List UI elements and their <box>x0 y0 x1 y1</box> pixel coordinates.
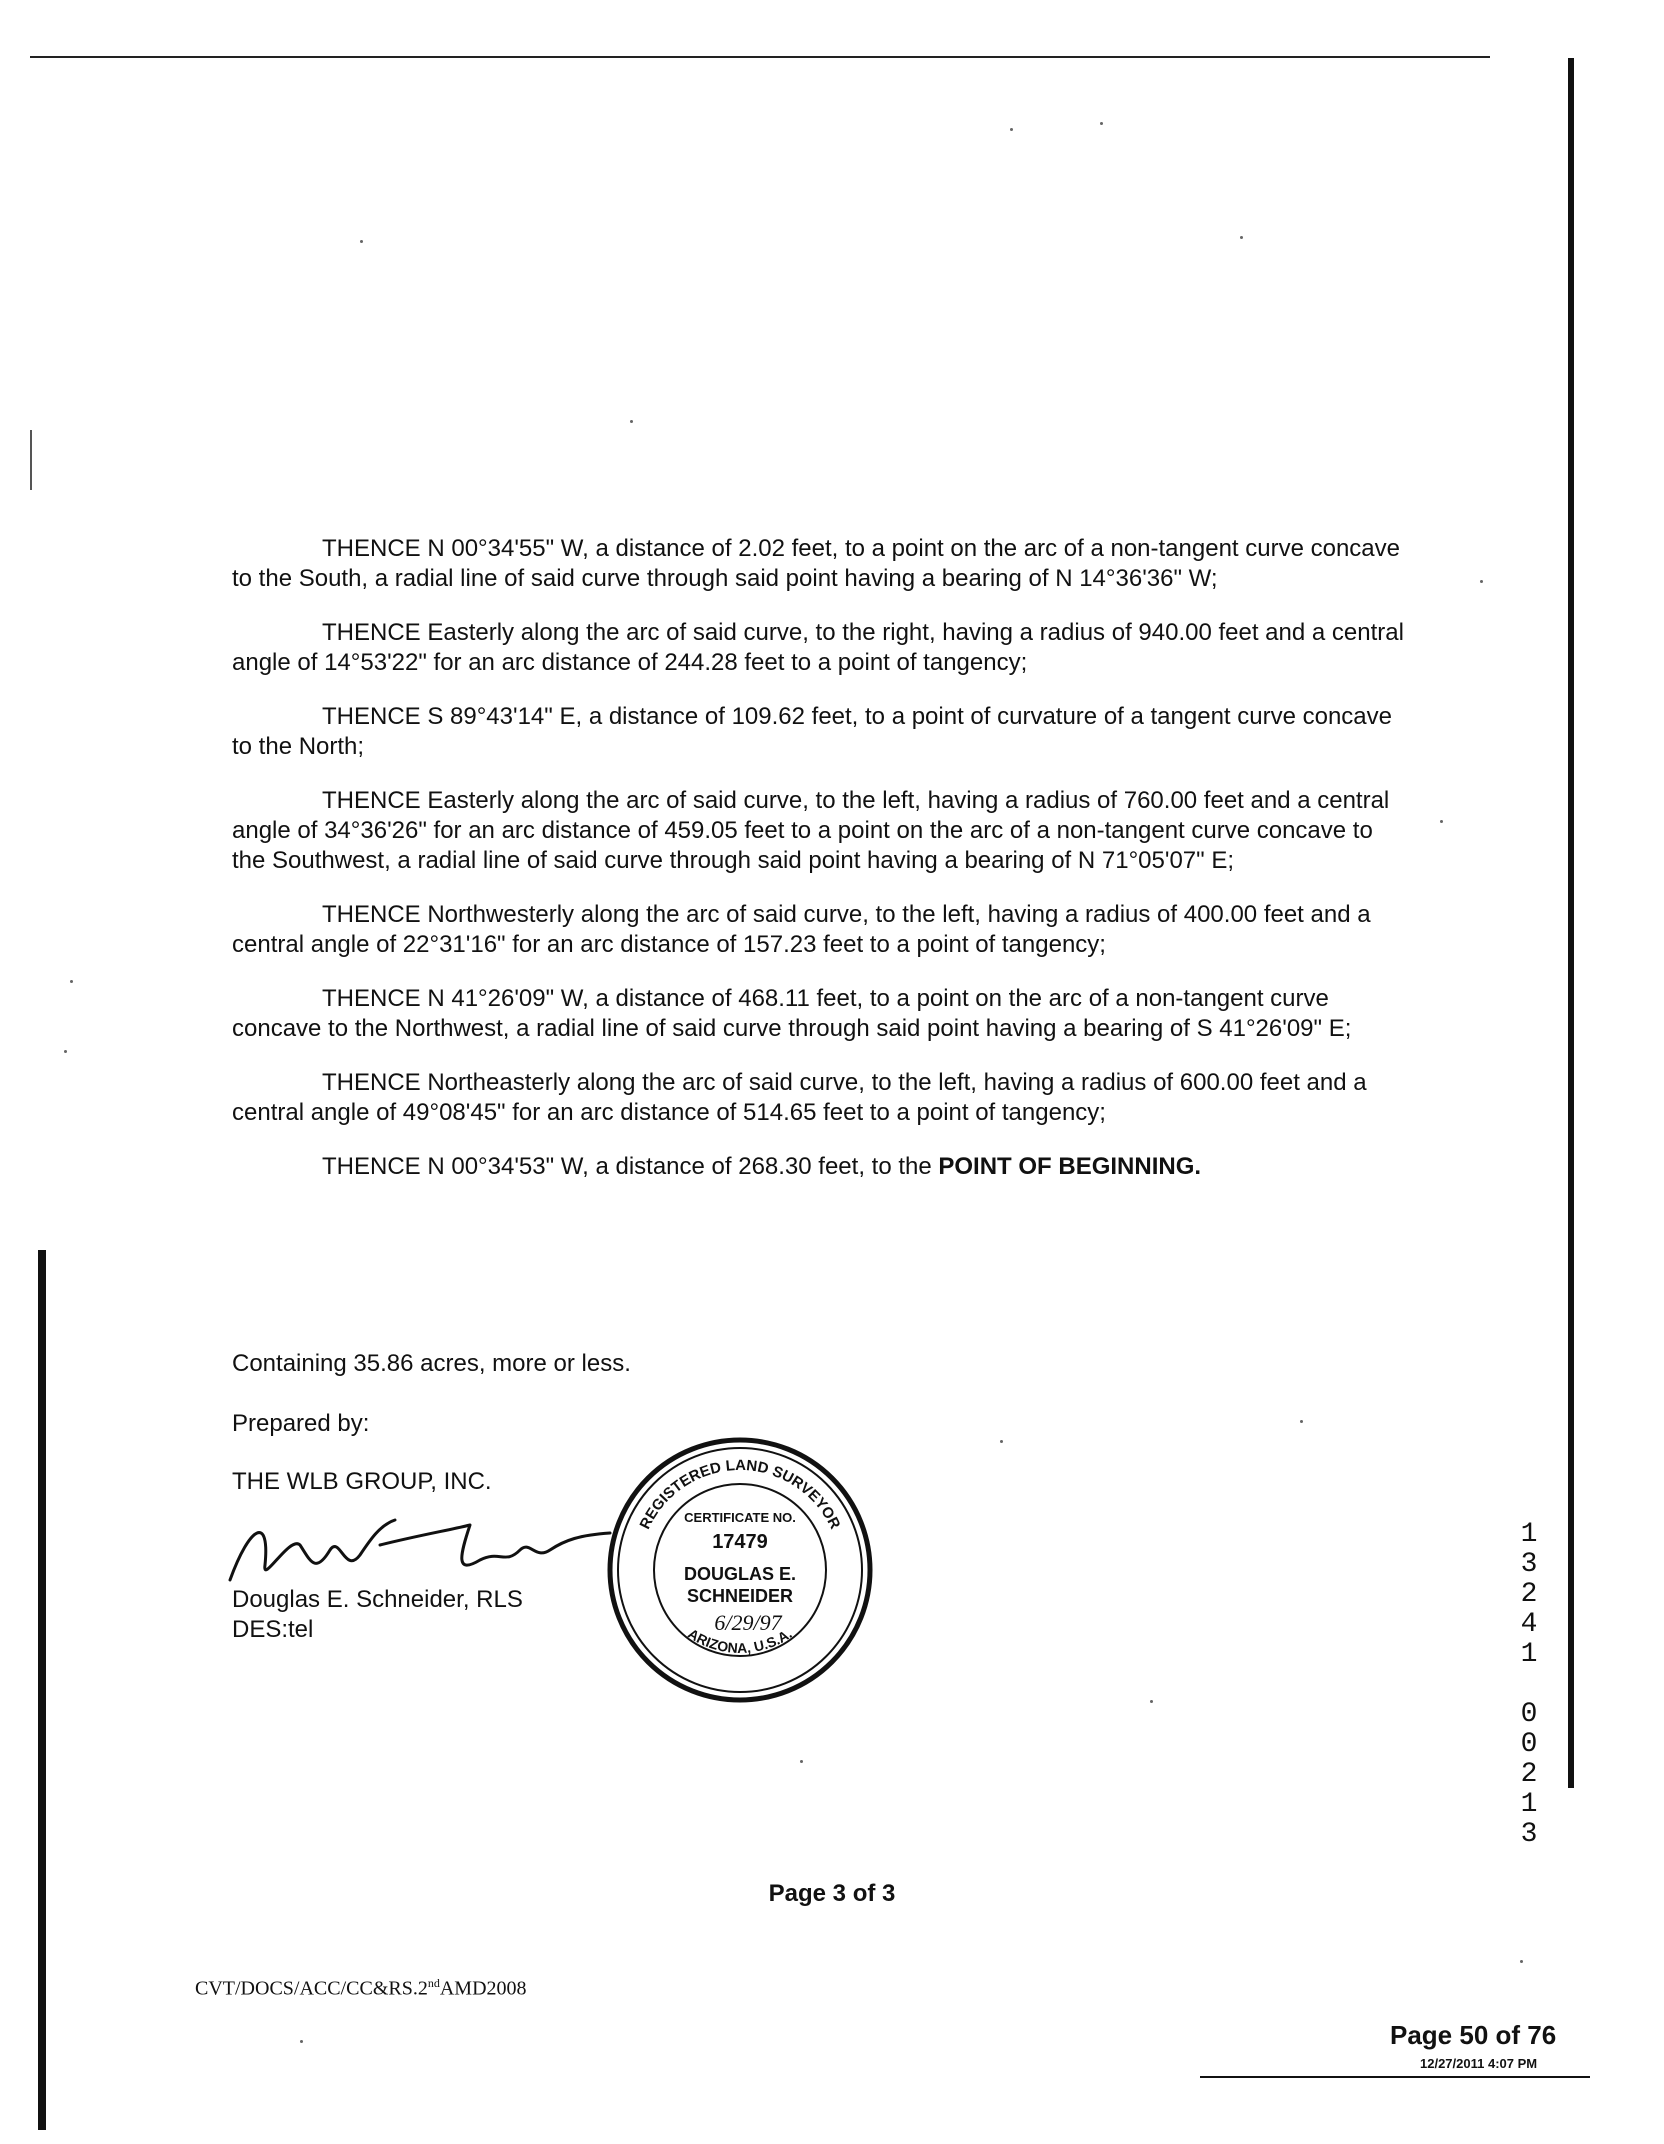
scan-speck <box>360 240 363 243</box>
course-paragraph: THENCE Easterly along the arc of said curve, to the left, having a radius of 760.00 feet and a central angle of 34°36'26" for an arc distance of 459.05 feet to a point on the arc of a non-tangent curve concave to the Southwest, a radial line of said curve through said point having a bearing of N 71°05'07" E; <box>232 787 1390 874</box>
recording-number <box>1514 1520 1544 1850</box>
legal-description <box>232 534 1407 1206</box>
scan-speck <box>1000 1440 1003 1443</box>
left-edge-bar <box>38 1250 46 2130</box>
recording-number-char: 1 <box>1520 1519 1538 1550</box>
scan-speck <box>1150 1700 1153 1703</box>
scan-speck <box>1480 580 1483 583</box>
course-paragraph: THENCE N 00°34'55" W, a distance of 2.02 feet, to a point on the arc of a non-tangent curve concave to the South, a radial line of said curve through said point having a bearing of N 14°36'36" W; <box>232 535 1400 592</box>
left-margin-mark <box>30 430 32 490</box>
seal-name-line2: SCHNEIDER <box>686 1586 794 1606</box>
acreage-statement: Containing 35.86 acres, more or less. <box>232 1350 631 1377</box>
course-paragraph: THENCE Easterly along the arc of said curve, to the right, having a radius of 940.00 feet and a central angle of 14°53'22" for an arc distance of 244.28 feet to a point of tangency; <box>232 619 1404 676</box>
course-paragraph: THENCE N 41°26'09" W, a distance of 468.11 feet, to a point on the arc of a non-tangent curve concave to the Northwest, a radial line of said curve through said point having a bearing of S 41°26'09" E; <box>232 985 1352 1042</box>
final-course-text: THENCE N 00°34'53" W, a distance of 268.30 feet, to the <box>322 1153 939 1180</box>
scan-speck <box>1520 1960 1523 1963</box>
scan-speck <box>1240 236 1243 239</box>
document-reference <box>195 1976 527 2001</box>
docref-end: AMD2008 <box>439 1977 527 2000</box>
bottom-rule <box>1200 2076 1590 2078</box>
top-rule <box>30 56 1490 58</box>
recording-number-char <box>1514 1670 1544 1700</box>
surveyor-name: Douglas E. Schneider, RLS <box>232 1586 523 1613</box>
typist-initials: DES:tel <box>232 1616 314 1643</box>
seal-bottom-text: ARIZONA, U.S.A. <box>685 1625 795 1657</box>
signature-image <box>220 1505 620 1595</box>
docref-main: CVT/DOCS/ACC/CC&RS.2 <box>195 1977 428 2000</box>
seal-date: 6/29/97 <box>714 1610 782 1635</box>
recording-number-char: 3 <box>1520 1819 1538 1850</box>
company-name: THE WLB GROUP, INC. <box>232 1468 492 1495</box>
timestamp: 12/27/2011 4:07 PM <box>1420 2056 1538 2071</box>
recording-number-char: 0 <box>1520 1729 1538 1760</box>
scan-speck <box>1440 820 1443 823</box>
scan-speck <box>300 2040 303 2043</box>
scan-speck <box>1100 122 1103 125</box>
seal-number: 17479 <box>712 1531 768 1553</box>
scan-speck <box>800 1760 803 1763</box>
recording-number-char: 2 <box>1520 1579 1538 1610</box>
prepared-by-label: Prepared by: <box>232 1410 370 1437</box>
scan-speck <box>630 420 633 423</box>
page-of-label: Page 3 of 3 <box>768 1880 896 1907</box>
recording-number-char: 2 <box>1520 1759 1538 1790</box>
seal-top-text: REGISTERED LAND SURVEYOR <box>636 1457 844 1532</box>
course-paragraph: THENCE Northwesterly along the arc of said curve, to the left, having a radius of 400.00 feet and a central angle of 22°31'16" for an arc distance of 157.23 feet to a point of tangency; <box>232 901 1371 958</box>
recording-number-char: 4 <box>1520 1609 1538 1640</box>
final-course-paragraph <box>232 1152 1407 1182</box>
course-paragraph: THENCE Northeasterly along the arc of said curve, to the left, having a radius of 600.00 feet and a central angle of 49°08'45" for an arc distance of 514.65 feet to a point of tangency; <box>232 1069 1367 1126</box>
recording-number-char: 3 <box>1520 1549 1538 1580</box>
course-paragraph: THENCE S 89°43'14" E, a distance of 109.62 feet, to a point of curvature of a tangent curve concave to the North; <box>232 703 1393 760</box>
recording-number-char: 1 <box>1520 1789 1538 1820</box>
point-of-beginning: POINT OF BEGINNING. <box>938 1153 1202 1180</box>
recording-number-char: 0 <box>1520 1699 1538 1730</box>
page-stamp: Page 50 of 76 <box>1390 2020 1557 2050</box>
scan-speck <box>64 1050 67 1053</box>
right-edge-bar <box>1568 58 1574 1788</box>
scan-speck <box>1010 128 1013 131</box>
scan-speck <box>1300 1420 1303 1423</box>
scan-speck <box>70 980 73 983</box>
seal-certificate-label: CERTIFICATE NO. <box>684 1510 796 1525</box>
surveyor-seal <box>600 1430 880 1710</box>
docref-sup: nd <box>427 1976 440 1990</box>
recording-number-char: 1 <box>1520 1639 1538 1670</box>
seal-name-line1: DOUGLAS E. <box>683 1564 797 1584</box>
